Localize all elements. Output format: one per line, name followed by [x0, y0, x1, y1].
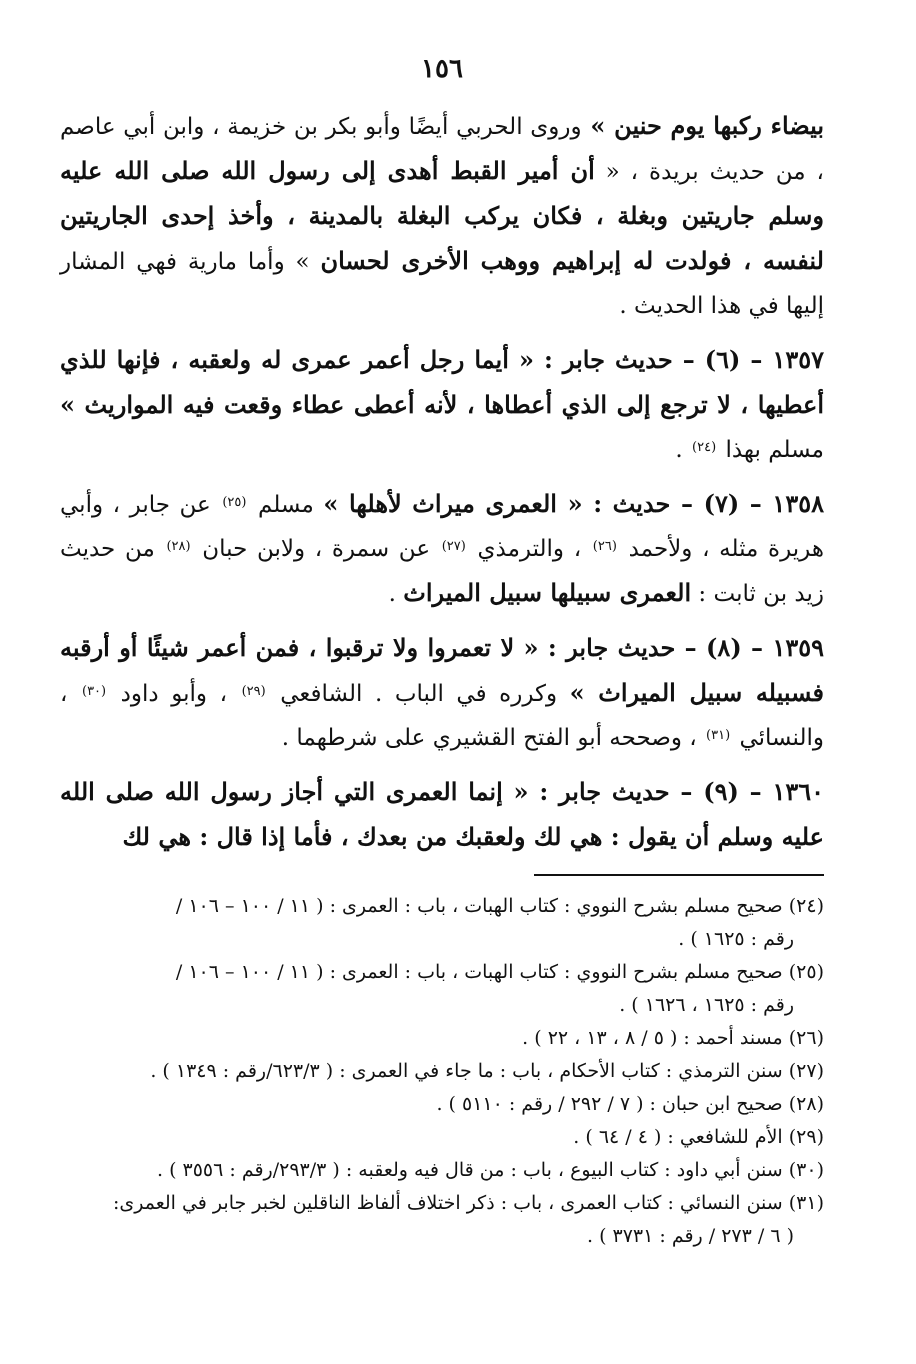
- footnote-ref: (٢٧): [441, 539, 466, 554]
- paragraph-hadith-1357: [60, 338, 824, 472]
- footnote-continuation: رقم : ١٦٢٥ ، ١٦٢٦ ) .: [619, 994, 794, 1016]
- text-run: .: [388, 581, 404, 607]
- text-run: مسلم: [248, 492, 324, 518]
- text-run: عن سمرة ، ولابن حبان: [192, 536, 440, 562]
- footnote-continuation: ( ٦ / ٢٧٣ / رقم : ٣٧٣١ ) .: [586, 1225, 794, 1247]
- text-run: مسلم بهذا: [718, 437, 824, 463]
- text-run: ، وصححه أبو الفتح القشيري على شرطهما .: [281, 725, 705, 751]
- paragraph-hadith-1359: [60, 626, 824, 760]
- footnote-line: (٢٦) مسند أحمد : ( ٥ / ٨ ، ١٣ ، ٢٢ ) .: [522, 1027, 824, 1049]
- footnote-ref: (٣٠): [82, 684, 107, 699]
- text-run: .: [675, 437, 691, 463]
- footnote-line: (٢٤) صحيح مسلم بشرح النووي : كتاب الهبات ، باب : العمرى : ( ١١ / ١٠٠ – ١٠٦ /: [175, 895, 824, 917]
- page-number: ١٥٦: [421, 54, 463, 84]
- footnote-24: [60, 890, 824, 956]
- text-run: عن جابر ، وأبي هريرة مثله ، ولأحمد: [60, 492, 824, 562]
- footnote-continuation: رقم : ١٦٢٥ ) .: [678, 928, 794, 950]
- footnote-27: [60, 1055, 824, 1088]
- paragraph-hadith-1360: [60, 770, 824, 860]
- footnote-line: (٢٥) صحيح مسلم بشرح النووي : كتاب الهبات ، باب : العمرى : ( ١١ / ١٠٠ – ١٠٦ /: [175, 961, 824, 983]
- footnote-ref: (٢٥): [222, 495, 247, 510]
- footnote-ref: (٢٩): [241, 684, 266, 699]
- text-run: من حديث زيد بن ثابت :: [60, 536, 824, 607]
- text-run: ، والترمذي: [467, 536, 591, 562]
- footnote-25: [60, 956, 824, 1022]
- bold-text-run: بيضاء ركبها يوم حنين »: [581, 111, 824, 140]
- footnote-ref: (٢٦): [592, 539, 617, 554]
- footnote-line: (٢٨) صحيح ابن حبان : ( ٧ / ٢٩٢ / رقم : ٥١١٠ ) .: [436, 1093, 824, 1115]
- footnote-26: [60, 1022, 824, 1055]
- page: [60, 54, 824, 1253]
- bold-text-run: ١٣٥٨ – (٧) – حديث : « العمرى ميراث لأهلها »: [323, 489, 824, 518]
- footnote-line: (٢٧) سنن الترمذي : كتاب الأحكام ، باب : ما جاء في العمرى : ( ٦٢٣/٣/رقم : ١٣٤٩ ) .: [150, 1060, 824, 1082]
- footnote-29: [60, 1121, 824, 1154]
- bold-text-run: العمرى سبيلها سبيل الميراث: [403, 578, 692, 607]
- footnote-line: (٣١) سنن النسائي : كتاب العمرى ، باب : ذكر اختلاف ألفاظ الناقلين لخبر جابر في العمرى:: [112, 1192, 824, 1214]
- text-run: وكرره في الباب . الشافعي: [267, 681, 570, 707]
- bold-text-run: ١٣٦٠ – (٩) – حديث جابر : « إنما العمرى التي أجاز رسول الله صلى الله عليه وسلم أن يقول : هي لك ولعقبك من بعدك ، فأما إذا قال : هي لك: [60, 777, 824, 851]
- footnote-ref: (٣١): [706, 728, 731, 743]
- footnote-separator: [534, 874, 824, 876]
- bold-text-run: أن أمير القبط أهدى إلى رسول الله صلى الله عليه وسلم جاريتين وبغلة ، فكان يركب البغلة بالمدينة ، وأخذ إحدى الجاريتين لنفسه ، فولدت له إبراهيم ووهب الأخرى لحسان: [60, 156, 824, 275]
- text-run: » وأما مارية فهي المشار إليها في هذا الحديث .: [60, 249, 824, 319]
- bold-text-run: ١٣٥٩ – (٨) – حديث جابر : « لا تعمروا ولا ترقبوا ، فمن أعمر شيئًا أو أرقبه فسبيله سبيل الميراث »: [60, 633, 824, 707]
- footnote-line: (٢٩) الأم للشافعي : ( ٤ / ٦٤ ) .: [573, 1126, 824, 1148]
- bold-text-run: ١٣٥٧ – (٦) – حديث جابر : « أيما رجل أعمر عمرى له ولعقبه ، فإنها للذي أعطيها ، لا ترجع إلى الذي أعطاها ، لأنه أعطى عطاء وقعت فيه المواريث »: [60, 345, 824, 419]
- text-run: وروى الحربي أيضًا وأبو بكر بن خزيمة ، وابن أبي عاصم ، من حديث بريدة ، «: [60, 114, 824, 185]
- footnote-ref: (٢٨): [166, 539, 191, 554]
- footnote-ref: (٢٤): [692, 440, 717, 455]
- paragraph-hadith-1358: [60, 482, 824, 616]
- paragraph-intro: [60, 104, 824, 328]
- footnotes-list: [60, 890, 824, 1253]
- footnote-line: (٣٠) سنن أبي داود : كتاب البيوع ، باب : من قال فيه ولعقبه : ( ٢٩٣/٣/رقم : ٣٥٥٦ ) .: [156, 1159, 824, 1181]
- footnote-28: [60, 1088, 824, 1121]
- text-run: ، وأبو داود: [108, 681, 240, 707]
- footnote-31: [60, 1187, 824, 1253]
- main-text: [60, 104, 824, 860]
- text-run: ، والنسائي: [60, 681, 824, 751]
- footnote-30: [60, 1154, 824, 1187]
